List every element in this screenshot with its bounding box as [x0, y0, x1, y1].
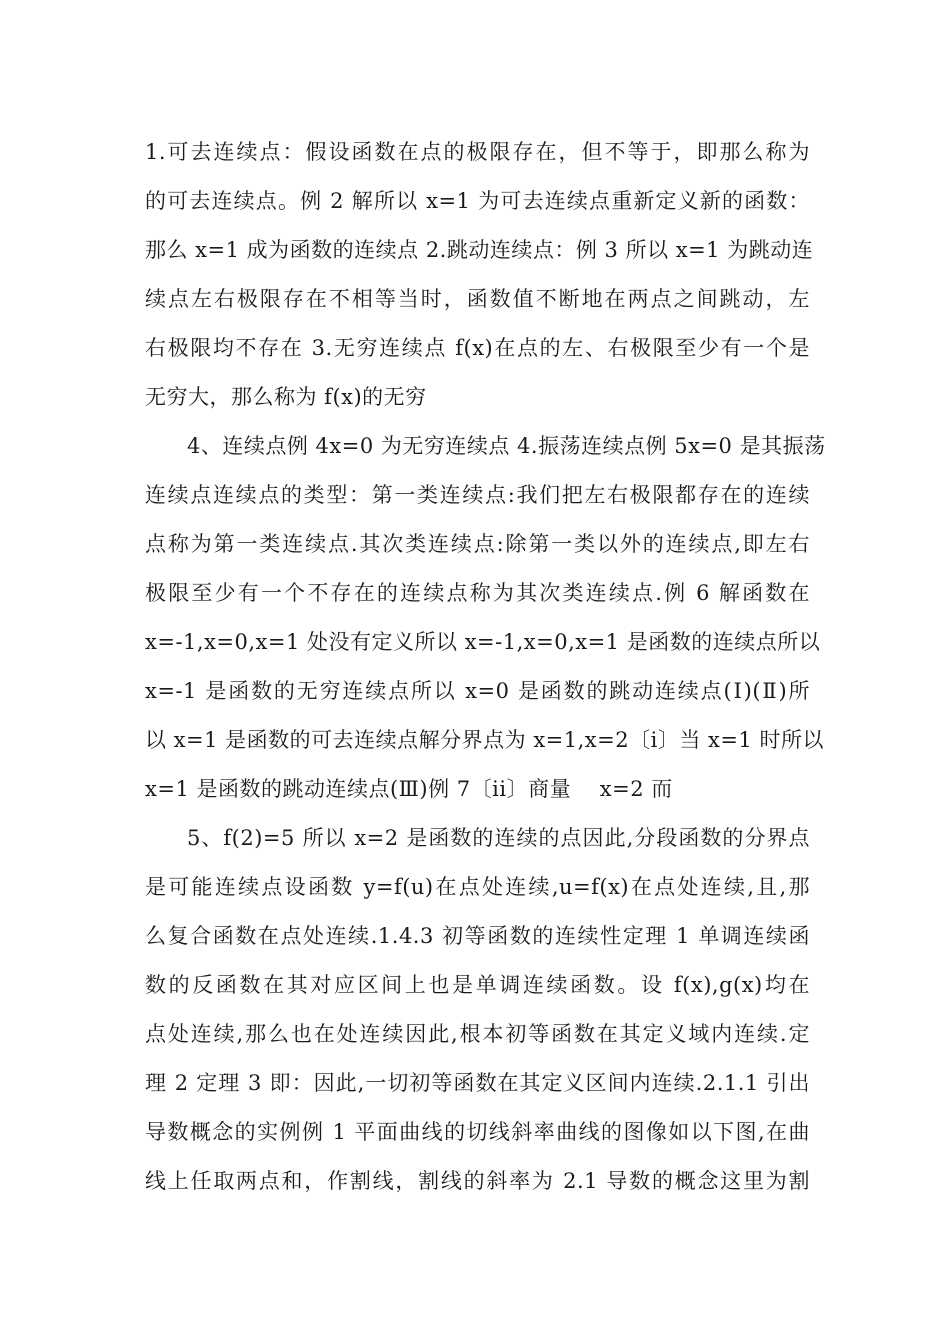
text-line: 是可能连续点设函数 y=f(u)在点处连续,u=f(x)在点处连续,且,那 — [145, 875, 810, 899]
text-line: 那么 x=1 成为函数的连续点 2.跳动连续点：例 3 所以 x=1 为跳动连 — [145, 238, 814, 262]
text-line: x=-1,x=0,x=1 处没有定义所以 x=-1,x=0,x=1 是函数的连续点所以 — [145, 630, 821, 654]
text-line: 点处连续,那么也在处连续因此,根本初等函数在其定义域内连续.定 — [145, 1022, 810, 1046]
text-line: 连续点连续点的类型：第一类连续点:我们把左右极限都存在的连续 — [145, 483, 810, 507]
text-line: 的可去连续点。例 2 解所以 x=1 为可去连续点重新定义新的函数： — [145, 189, 810, 213]
text-line: 数的反函数在其对应区间上也是单调连续函数。设 f(x),g(x)均在 — [145, 973, 810, 997]
text-line: 么复合函数在点处连续.1.4.3 初等函数的连续性定理 1 单调连续函 — [145, 924, 810, 948]
text-line: 续点左右极限存在不相等当时，函数值不断地在两点之间跳动，左 — [145, 287, 810, 311]
paragraph-1 — [145, 128, 814, 422]
text-line: 5、f(2)=5 所以 x=2 是函数的连续的点因此,分段函数的分界点 — [187, 826, 810, 850]
text-line: 理 2 定理 3 即：因此,一切初等函数在其定义区间内连续.2.1.1 引出 — [145, 1071, 810, 1095]
text-line: 4、连续点例 4x=0 为无穷连续点 4.振荡连续点例 5x=0 是其振荡 — [187, 434, 826, 458]
text-line: x=-1 是函数的无穷连续点所以 x=0 是函数的跳动连续点(Ⅰ)(Ⅱ)所 — [145, 679, 810, 703]
text-line: 线上任取两点和，作割线，割线的斜率为 2.1 导数的概念这里为割 — [145, 1169, 810, 1193]
text-line: 无穷大，那么称为 f(x)的无穷 — [145, 385, 427, 409]
paragraph-2 — [145, 422, 826, 814]
text-line: x=1 是函数的跳动连续点(Ⅲ)例 7〔ii〕商量 x=2 而 — [145, 777, 673, 801]
text-line: 右极限均不存在 3.无穷连续点 f(x)在点的左、右极限至少有一个是 — [145, 336, 810, 360]
text-line: 极限至少有一个不存在的连续点称为其次类连续点.例 6 解函数在 — [145, 581, 810, 605]
text-line: 1.可去连续点：假设函数在点的极限存在，但不等于，即那么称为 — [145, 140, 810, 164]
text-line: 点称为第一类连续点.其次类连续点:除第一类以外的连续点,即左右 — [145, 532, 810, 556]
text-line: 以 x=1 是函数的可去连续点解分界点为 x=1,x=2〔i〕当 x=1 时所以 — [145, 728, 824, 752]
text-line: 导数概念的实例例 1 平面曲线的切线斜率曲线的图像如以下图,在曲 — [145, 1120, 810, 1144]
paragraph-3 — [145, 814, 810, 1206]
